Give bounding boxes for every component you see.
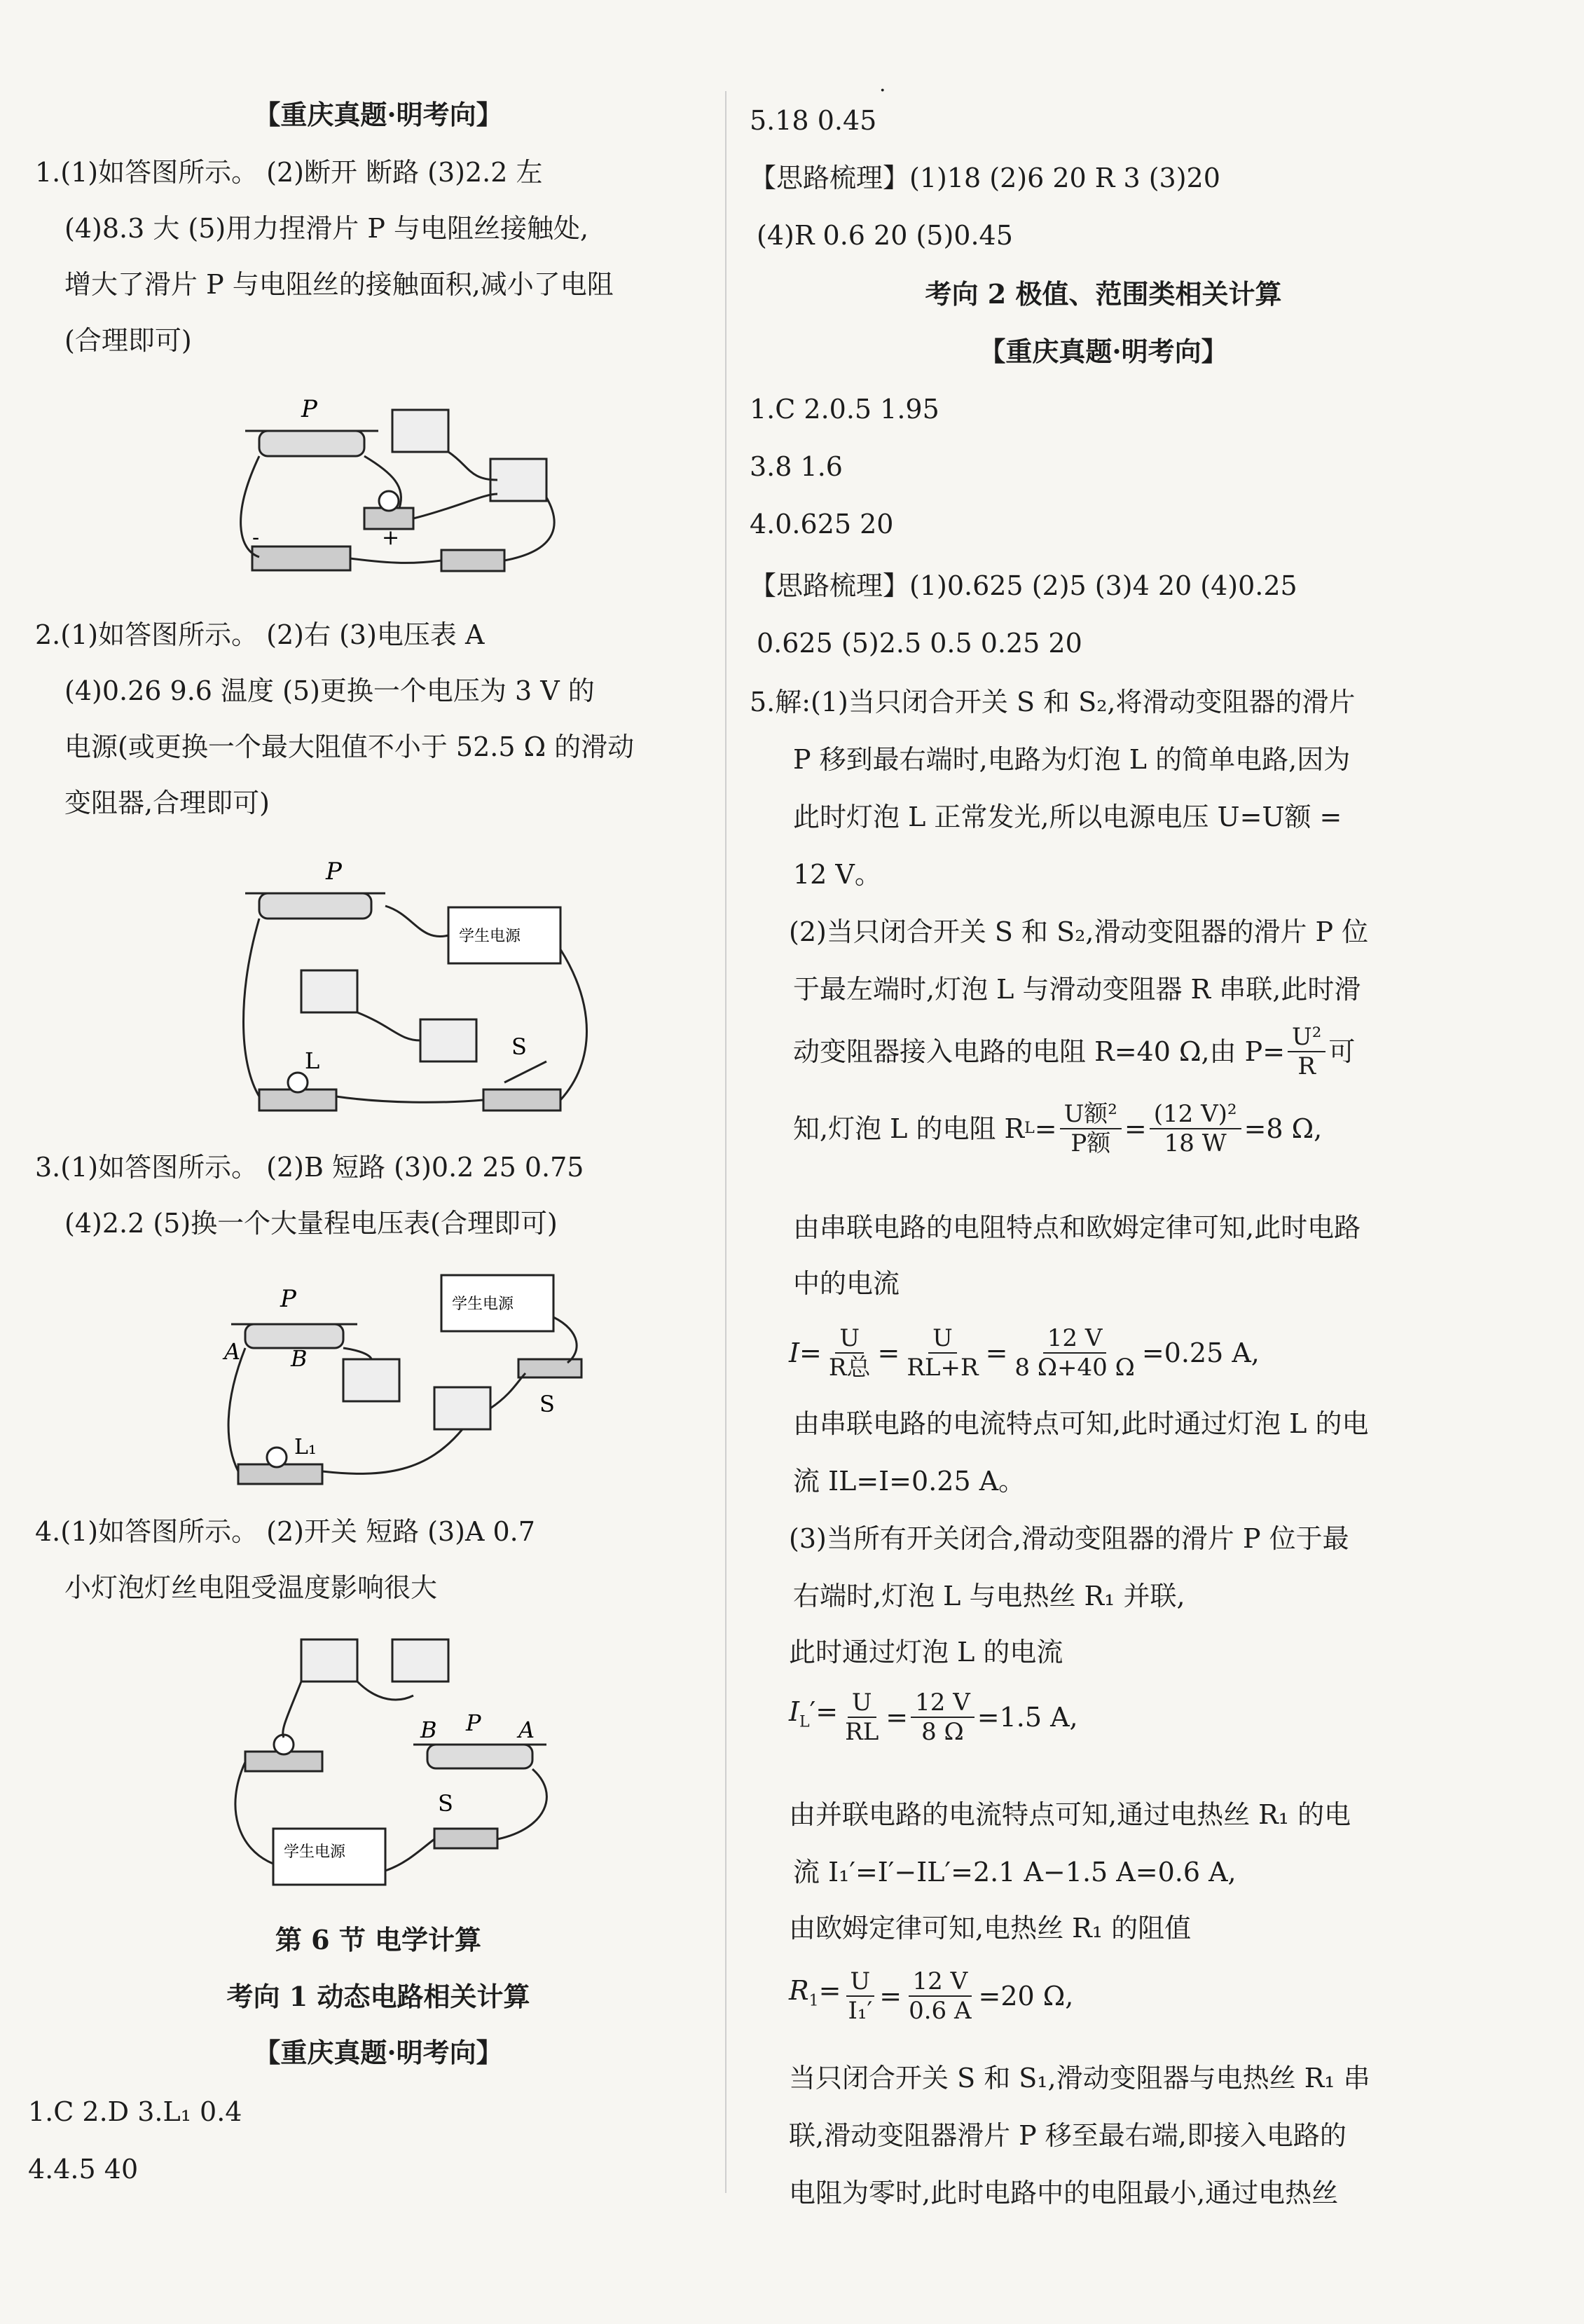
q1-line4: (合理即可) — [64, 325, 192, 356]
page-dot: · — [879, 78, 886, 103]
fig-label-minus: - — [252, 525, 260, 550]
answer-line: 4.4.5 40 — [28, 2154, 139, 2185]
idea-outline: (4)R 0.6 20 (5)0.45 — [757, 220, 1013, 251]
topic-title: 考向 2 极值、范围类相关计算 — [925, 278, 1282, 310]
fig-label-plus: + — [382, 525, 400, 550]
fig-label-P: P — [466, 1710, 481, 1736]
solution-line: 电阻为零时,此时电路中的电阻最小,通过电热丝 — [789, 2178, 1339, 2208]
solution-line: 流 I₁′=I′−IL′=2.1 A−1.5 A=0.6 A, — [793, 1857, 1237, 1888]
q3-line2: (4)2.2 (5)换一个大量程电压表(合理即可) — [64, 1208, 558, 1239]
fraction: $\frac{U}{RL}$ — [845, 1689, 879, 1746]
section-header: 【重庆真题·明考向】 — [254, 2037, 503, 2068]
section-header: 【重庆真题·明考向】 — [254, 99, 503, 130]
topic-title: 考向 1 动态电路相关计算 — [226, 1981, 530, 2012]
q3-line1: 3.(1)如答图所示。 (2)B 短路 (3)0.2 25 0.75 — [35, 1152, 584, 1183]
fig-label-L1: L₁ — [294, 1435, 317, 1459]
solution-line: 此时通过灯泡 L 的电流 — [789, 1637, 1063, 1668]
q4-line2: 小灯泡灯丝电阻受温度影响很大 — [64, 1572, 438, 1603]
solution-line: 5.解:(1)当只闭合开关 S 和 S₂,将滑动变阻器的滑片 — [750, 687, 1356, 717]
q4-line1: 4.(1)如答图所示。 (2)开关 短路 (3)A 0.7 — [35, 1516, 535, 1547]
idea-outline: 【思路梳理】(1)0.625 (2)5 (3)4 20 (4)0.25 — [750, 570, 1297, 601]
solution-line: 中的电流 — [793, 1268, 900, 1299]
fraction: $\frac{\text{U额²}}{\text{P额}}$ — [1060, 1100, 1122, 1157]
answer-line: 3.8 1.6 — [750, 451, 843, 482]
fig-label-S: S — [438, 1790, 453, 1817]
fraction: $\frac{\text{(12 V)²}}{18 W}$ — [1150, 1100, 1241, 1157]
solution-formula-line: $R_1=$ $\frac{U}{\text{I₁′}}$ = $\frac{12 V}{0.6 A}$ =20 Ω, — [789, 1967, 1074, 2025]
section-header: 【重庆真题·明考向】 — [979, 336, 1228, 367]
formula-text: =8 Ω, — [1244, 1113, 1323, 1144]
formula-text: =0.25 A, — [1141, 1338, 1260, 1368]
q1-line1: 1.(1)如答图所示。 (2)断开 断路 (3)2.2 左 — [35, 157, 543, 188]
fig-label-S: S — [511, 1033, 527, 1060]
fig-label-A: A — [224, 1338, 241, 1365]
fraction: $\frac{U}{\text{I₁′}}$ — [843, 1967, 876, 2025]
solution-line: (3)当所有开关闭合,滑动变阻器的滑片 P 位于最 — [789, 1523, 1349, 1554]
q2-line1: 2.(1)如答图所示。 (2)右 (3)电压表 A — [35, 619, 485, 650]
q1-line2: (4)8.3 大 (5)用力捏滑片 P 与电阻丝接触处, — [64, 213, 589, 244]
solution-line: 由串联电路的电阻特点和欧姆定律可知,此时电路 — [793, 1212, 1361, 1243]
fraction: $\frac{U}{\text{R总}}$ — [828, 1324, 871, 1382]
formula-text: 可 — [1328, 1036, 1356, 1067]
q1-circuit-diagram — [231, 389, 595, 592]
q2-line3: 电源(或更换一个最大阻值不小于 52.5 Ω 的滑动 — [64, 731, 635, 762]
solution-line: 联,滑动变阻器滑片 P 移至最右端,即接入电路的 — [789, 2120, 1347, 2151]
solution-formula-line: 知,灯泡 L 的电阻 R L = $\frac{\text{U额²}}{\text{P额}}$ = $\frac{\text{(12 V)²}}{18 W}$ =8 Ω, — [793, 1100, 1323, 1157]
idea-outline: 0.625 (5)2.5 0.5 0.25 20 — [757, 628, 1082, 659]
fraction: $\frac{12 V}{0.6 A}$ — [909, 1967, 972, 2025]
fig-label-B: B — [291, 1345, 308, 1372]
fig-label-P: P — [326, 858, 342, 886]
solution-line: 由并联电路的电流特点可知,通过电热丝 R₁ 的电 — [789, 1799, 1351, 1830]
fig-label-A: A — [518, 1717, 535, 1743]
q2-line2: (4)0.26 9.6 温度 (5)更换一个电压为 3 V 的 — [64, 675, 595, 706]
formula-text: 知,灯泡 L 的电阻 R — [793, 1113, 1025, 1144]
q2-circuit-diagram — [217, 851, 610, 1132]
fig-label-power: 学生电源 — [452, 1295, 514, 1313]
formula-text: =20 Ω, — [978, 1981, 1074, 2012]
solution-line: 于最左端时,灯泡 L 与滑动变阻器 R 串联,此时滑 — [793, 974, 1361, 1005]
formula-text: 动变阻器接入电路的电阻 R=40 Ω,由 P= — [793, 1036, 1286, 1067]
solution-line: 右端时,灯泡 L 与电热丝 R₁ 并联, — [793, 1581, 1185, 1611]
column-divider — [725, 91, 726, 2193]
fig-label-P: P — [301, 395, 317, 423]
idea-outline: 【思路梳理】(1)18 (2)6 20 R 3 (3)20 — [750, 163, 1220, 193]
q2-line4: 变阻器,合理即可) — [64, 788, 270, 818]
fig-label-L: L — [305, 1047, 320, 1074]
q3-circuit-diagram — [203, 1261, 595, 1485]
answer-line: 4.0.625 20 — [750, 509, 894, 539]
answer-line: 1.C 2.0.5 1.95 — [750, 394, 939, 425]
solution-line: 当只闭合开关 S 和 S₁,滑动变阻器与电热丝 R₁ 串 — [789, 2063, 1370, 2093]
fraction: $\frac{12 V}{8 \Omega+40 \Omega}$ — [1014, 1324, 1135, 1382]
fraction: $\frac{12 V}{8 \Omega}$ — [911, 1689, 974, 1746]
answer-line: 5.18 0.45 — [750, 105, 877, 136]
solution-line: 此时灯泡 L 正常发光,所以电源电压 U=U额 = — [793, 802, 1342, 832]
fig-label-power: 学生电源 — [284, 1843, 346, 1861]
answer-line: 1.C 2.D 3.L₁ 0.4 — [28, 2096, 242, 2127]
fraction: $\frac{U}{RL+R}$ — [907, 1324, 979, 1382]
q4-circuit-diagram — [224, 1625, 588, 1906]
solution-line: 12 V。 — [793, 859, 881, 890]
solution-line: P 移到最右端时,电路为灯泡 L 的简单电路,因为 — [793, 744, 1351, 775]
solution-formula-line: $I_L'=$ $\frac{U}{RL}$ = $\frac{12 V}{8 \Omega}$ =1.5 A, — [789, 1689, 1078, 1746]
fig-label-power: 学生电源 — [459, 928, 521, 945]
fig-label-P: P — [280, 1285, 296, 1313]
solution-formula-line: I= $\frac{U}{\text{R总}}$ = $\frac{U}{RL+R}$ = $\frac{12 V}{8 \Omega+40 \Omega}$ =0.25 A, — [789, 1324, 1260, 1382]
section-title: 第 6 节 电学计算 — [275, 1924, 482, 1955]
solution-line: 由串联电路的电流特点可知,此时通过灯泡 L 的电 — [793, 1408, 1369, 1439]
fraction: $\frac{\text{U²}}{R}$ — [1288, 1023, 1325, 1080]
solution-line: (2)当只闭合开关 S 和 S₂,滑动变阻器的滑片 P 位 — [789, 916, 1369, 947]
solution-formula-line — [793, 1023, 1355, 1080]
q1-line3: 增大了滑片 P 与电阻丝的接触面积,减小了电阻 — [64, 269, 614, 300]
solution-line: 由欧姆定律可知,电热丝 R₁ 的阻值 — [789, 1913, 1192, 1944]
fig-label-S: S — [539, 1391, 555, 1417]
fig-label-B: B — [420, 1717, 437, 1743]
solution-line: 流 IL=I=0.25 A。 — [793, 1466, 1026, 1497]
formula-text: =1.5 A, — [977, 1702, 1078, 1733]
